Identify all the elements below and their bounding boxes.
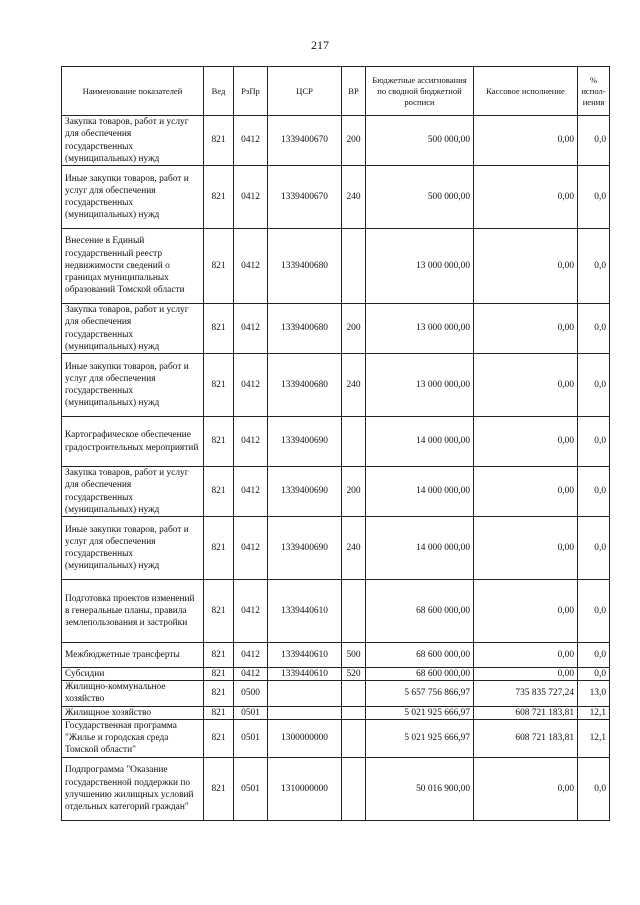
- cell-cash: 0,00: [474, 517, 578, 580]
- cell-name: Иные закупки товаров, работ и услуг для обеспечения государственных (муниципальных) нужд: [62, 517, 204, 580]
- table-row: [62, 417, 610, 467]
- cell-name: Внесение в Единый государственный реестр недвижимости сведений о границах муниципальных образований Томской области: [62, 229, 204, 304]
- header-budget: Бюджетные ассигнования по сводной бюджетной росписи: [366, 67, 474, 116]
- cell-budget: 500 000,00: [366, 116, 474, 166]
- cell-cash: 608 721 183,81: [474, 706, 578, 719]
- cell-cash: 0,00: [474, 757, 578, 820]
- cell-vr: 200: [342, 467, 366, 517]
- cell-budget: 5 021 925 666,97: [366, 719, 474, 757]
- cell-name: Подготовка проектов изменений в генеральные планы, правила землепользования и застройки: [62, 580, 204, 643]
- cell-vr: [342, 580, 366, 643]
- table-row: [62, 166, 610, 229]
- cell-rzpr: 0412: [234, 166, 268, 229]
- cell-rzpr: 0412: [234, 116, 268, 166]
- header-pct: % испол-нения: [578, 67, 610, 116]
- cell-cash: 0,00: [474, 643, 578, 668]
- cell-budget: 13 000 000,00: [366, 354, 474, 417]
- cell-csr: 1339400670: [268, 166, 342, 229]
- cell-name: Межбюджетные трансферты: [62, 643, 204, 668]
- cell-ved: 821: [204, 417, 234, 467]
- cell-cash: 0,00: [474, 467, 578, 517]
- cell-rzpr: 0412: [234, 668, 268, 681]
- cell-csr: 1339400680: [268, 304, 342, 354]
- cell-budget: 500 000,00: [366, 166, 474, 229]
- cell-vr: [342, 719, 366, 757]
- cell-vr: 500: [342, 643, 366, 668]
- table-row: [62, 681, 610, 706]
- cell-cash: 0,00: [474, 668, 578, 681]
- cell-cash: 0,00: [474, 229, 578, 304]
- cell-ved: 821: [204, 467, 234, 517]
- cell-pct: 0,0: [578, 467, 610, 517]
- cell-ved: 821: [204, 668, 234, 681]
- cell-vr: [342, 681, 366, 706]
- cell-vr: 200: [342, 116, 366, 166]
- cell-vr: [342, 417, 366, 467]
- cell-csr: [268, 706, 342, 719]
- cell-name: Закупка товаров, работ и услуг для обеспечения государственных (муниципальных) нужд: [62, 116, 204, 166]
- cell-ved: 821: [204, 304, 234, 354]
- cell-csr: 1339400690: [268, 417, 342, 467]
- cell-csr: [268, 681, 342, 706]
- cell-name: Жилищное хозяйство: [62, 706, 204, 719]
- table-row: [62, 643, 610, 668]
- cell-cash: 0,00: [474, 580, 578, 643]
- table-row: [62, 229, 610, 304]
- cell-ved: 821: [204, 166, 234, 229]
- header-name: Наименование показателей: [62, 67, 204, 116]
- table-header-row: [62, 67, 610, 116]
- cell-budget: 14 000 000,00: [366, 517, 474, 580]
- table-row: [62, 719, 610, 757]
- cell-vr: 520: [342, 668, 366, 681]
- header-cash: Кассовое исполнение: [474, 67, 578, 116]
- cell-vr: 240: [342, 354, 366, 417]
- cell-rzpr: 0501: [234, 757, 268, 820]
- cell-budget: 68 600 000,00: [366, 580, 474, 643]
- cell-csr: 1339400690: [268, 467, 342, 517]
- cell-rzpr: 0412: [234, 643, 268, 668]
- page-number: 217: [311, 38, 329, 52]
- cell-cash: 0,00: [474, 417, 578, 467]
- cell-pct: 0,0: [578, 580, 610, 643]
- header-csr: ЦСР: [268, 67, 342, 116]
- header-ved: Вед: [204, 67, 234, 116]
- cell-cash: 608 721 183,81: [474, 719, 578, 757]
- header-vr: ВР: [342, 67, 366, 116]
- cell-csr: 1300000000: [268, 719, 342, 757]
- cell-pct: 0,0: [578, 354, 610, 417]
- cell-budget: 14 000 000,00: [366, 417, 474, 467]
- cell-cash: 735 835 727,24: [474, 681, 578, 706]
- table-row: [62, 668, 610, 681]
- cell-pct: 0,0: [578, 304, 610, 354]
- cell-name: Иные закупки товаров, работ и услуг для обеспечения государственных (муниципальных) нужд: [62, 166, 204, 229]
- cell-budget: 13 000 000,00: [366, 304, 474, 354]
- cell-csr: 1339440610: [268, 580, 342, 643]
- cell-pct: 0,0: [578, 417, 610, 467]
- table-row: [62, 304, 610, 354]
- cell-budget: 68 600 000,00: [366, 668, 474, 681]
- cell-rzpr: 0412: [234, 229, 268, 304]
- cell-rzpr: 0412: [234, 354, 268, 417]
- budget-execution-table: [61, 66, 610, 821]
- cell-ved: 821: [204, 354, 234, 417]
- cell-ved: 821: [204, 757, 234, 820]
- cell-name: Жилищно-коммунальное хозяйство: [62, 681, 204, 706]
- cell-csr: 1339400680: [268, 229, 342, 304]
- cell-pct: 0,0: [578, 757, 610, 820]
- cell-name: Иные закупки товаров, работ и услуг для обеспечения государственных (муниципальных) нужд: [62, 354, 204, 417]
- cell-rzpr: 0500: [234, 681, 268, 706]
- cell-budget: 50 016 900,00: [366, 757, 474, 820]
- cell-pct: 12,1: [578, 719, 610, 757]
- cell-pct: 0,0: [578, 517, 610, 580]
- cell-csr: 1339400690: [268, 517, 342, 580]
- cell-ved: 821: [204, 706, 234, 719]
- table-row: [62, 467, 610, 517]
- table-row: [62, 116, 610, 166]
- cell-ved: 821: [204, 116, 234, 166]
- cell-name: Закупка товаров, работ и услуг для обеспечения государственных (муниципальных) нужд: [62, 304, 204, 354]
- cell-name: Субсидии: [62, 668, 204, 681]
- cell-name: Подпрограмма "Оказание государственной поддержки по улучшению жилищных условий отдельных категорий граждан": [62, 757, 204, 820]
- cell-cash: 0,00: [474, 354, 578, 417]
- cell-name: Государственная программа "Жилье и городская среда Томской области": [62, 719, 204, 757]
- cell-ved: 821: [204, 517, 234, 580]
- cell-budget: 14 000 000,00: [366, 467, 474, 517]
- cell-pct: 0,0: [578, 643, 610, 668]
- cell-budget: 5 657 756 866,97: [366, 681, 474, 706]
- table-row: [62, 354, 610, 417]
- cell-vr: 240: [342, 517, 366, 580]
- table-row: [62, 757, 610, 820]
- cell-pct: 12,1: [578, 706, 610, 719]
- cell-csr: 1339400680: [268, 354, 342, 417]
- cell-budget: 68 600 000,00: [366, 643, 474, 668]
- header-rzpr: РзПр: [234, 67, 268, 116]
- cell-csr: 1339440610: [268, 643, 342, 668]
- cell-ved: 821: [204, 681, 234, 706]
- cell-csr: 1339400670: [268, 116, 342, 166]
- cell-rzpr: 0412: [234, 467, 268, 517]
- cell-csr: 1310000000: [268, 757, 342, 820]
- cell-pct: 0,0: [578, 668, 610, 681]
- cell-ved: 821: [204, 719, 234, 757]
- cell-pct: 0,0: [578, 166, 610, 229]
- cell-pct: 0,0: [578, 116, 610, 166]
- cell-vr: [342, 229, 366, 304]
- table-row: [62, 706, 610, 719]
- cell-rzpr: 0501: [234, 719, 268, 757]
- table-row: [62, 580, 610, 643]
- cell-vr: [342, 757, 366, 820]
- cell-cash: 0,00: [474, 116, 578, 166]
- cell-pct: 13,0: [578, 681, 610, 706]
- cell-cash: 0,00: [474, 166, 578, 229]
- cell-pct: 0,0: [578, 229, 610, 304]
- cell-vr: [342, 706, 366, 719]
- cell-rzpr: 0501: [234, 706, 268, 719]
- cell-budget: 13 000 000,00: [366, 229, 474, 304]
- cell-rzpr: 0412: [234, 304, 268, 354]
- cell-cash: 0,00: [474, 304, 578, 354]
- cell-budget: 5 021 925 666,97: [366, 706, 474, 719]
- cell-vr: 200: [342, 304, 366, 354]
- cell-name: Картографическое обеспечение градостроительных мероприятий: [62, 417, 204, 467]
- cell-rzpr: 0412: [234, 417, 268, 467]
- cell-ved: 821: [204, 229, 234, 304]
- cell-vr: 240: [342, 166, 366, 229]
- cell-name: Закупка товаров, работ и услуг для обеспечения государственных (муниципальных) нужд: [62, 467, 204, 517]
- cell-rzpr: 0412: [234, 580, 268, 643]
- cell-rzpr: 0412: [234, 517, 268, 580]
- cell-csr: 1339440610: [268, 668, 342, 681]
- table-row: [62, 517, 610, 580]
- cell-ved: 821: [204, 580, 234, 643]
- cell-ved: 821: [204, 643, 234, 668]
